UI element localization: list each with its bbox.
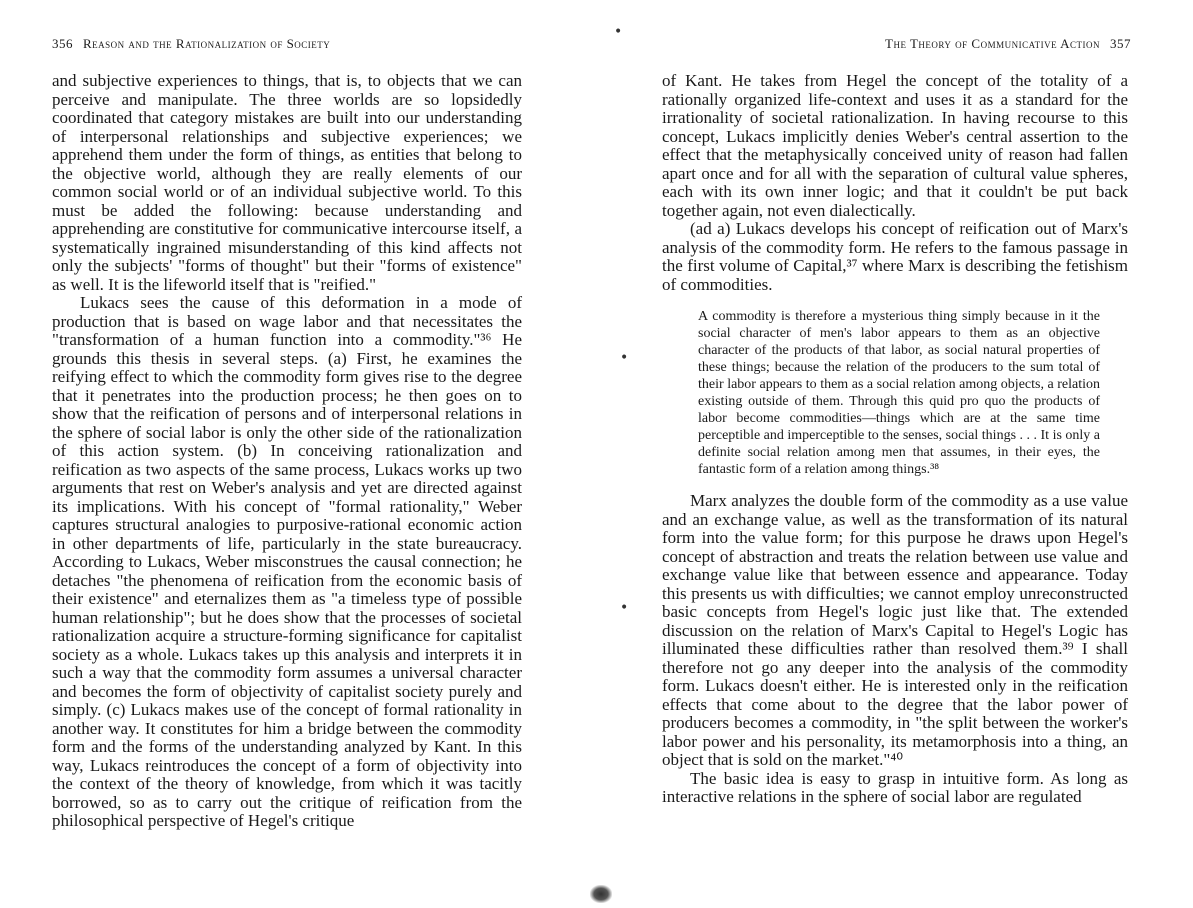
right-paragraph-4: The basic idea is easy to grasp in intuitive form. As long as interactive relations in the sphere of social labor are regulated	[662, 768, 1128, 806]
right-paragraph-1: of Kant. He takes from Hegel the concept of the totality of a rationally organized life-context and uses it as a standard for the irrationality of societal rationalization. In having recourse to this concept, Lukacs implicitly denies Weber's central assertion to the effect that the metaphysically conceived unity of reason had fallen apart once and for all with the separation of cultural value spheres, each with its own inner logic; and that it couldn't be put back together again, not even dialectically.	[662, 71, 1128, 220]
right-paragraph-3: Marx analyzes the double form of the commodity as a use value and an exchange value, as well as the transformation of its natural form into the value form; for this purpose he draws upon Hegel's concept of abstraction and treats the relation between use value and exchange value like that between essence and appearance. Today this presents us with difficulties; we cannot employ unreconstructed basic concepts from Hegel's logic just like that. The extended discussion on the relation of Marx's Capital to Hegel's Logic has illuminated these difficulties rather than resolved them.³⁹ I shall therefore not go any deeper into the analysis of the commodity form. Lukacs doesn't either. He is interested only in the reification effects that come about to the degree that the labor power of producers becomes a commodity, in "the split between the worker's labor power and his personality, its metamorphosis into a thing, an object that is sold on the market."⁴⁰	[662, 491, 1128, 769]
right-paragraph-2: (ad a) Lukacs develops his concept of reification out of Marx's analysis of the commodity form. He refers to the famous passage in the first volume of Capital,³⁷ where Marx is describing the fetishism of commodities.	[662, 219, 1128, 294]
left-page	[0, 0, 560, 908]
left-body-text	[52, 72, 522, 831]
left-page-number: 356	[52, 36, 73, 51]
gutter-speck-top: •	[614, 24, 623, 40]
left-running-header	[52, 36, 330, 52]
gutter-speck-lower: •	[620, 600, 629, 616]
right-running-head: The Theory of Communicative Action	[885, 36, 1100, 51]
left-paragraph-1: and subjective experiences to things, that is, to objects that we can perceive and manipulate. The three worlds are so lopsidedly coordinated that category mistakes are built into our understanding of interpersonal relationships and subjective experiences; we apprehend them under the form of things, as entities that belong to the objective world, although they are really elements of our common social world or of an individual subjective world. To this must be added the following: because understanding and apprehending are constitutive for communicative intercourse itself, a systematically ingrained misunderstanding of this kind affects not only the subjects' "forms of thought" but their "forms of existence" as well. It is the lifeworld itself that is "reified."	[52, 71, 522, 294]
right-page	[620, 0, 1193, 908]
gutter-speck-middle: •	[620, 350, 629, 366]
right-body-text	[662, 72, 1128, 807]
left-running-head: Reason and the Rationalization of Society	[83, 36, 331, 51]
right-running-header	[885, 36, 1131, 52]
right-page-number: 357	[1110, 36, 1131, 51]
gutter-smudge-bottom	[590, 885, 612, 903]
left-paragraph-2: Lukacs sees the cause of this deformation in a mode of production that is based on wage labor and that necessitates the "transformation of a human function into a commodity."³⁶ He grounds this thesis in several steps. (a) First, he examines the reifying effect to which the commodity form gives rise to the degree that it penetrates into the production process; he then goes on to show that the reification of persons and of interpersonal relations in the sphere of social labor is only the other side of the rationalization of this action system. (b) In conceiving rationalization and reification as two aspects of the same process, Lukacs works up two arguments that rest on Weber's analysis and yet are directed against its implications. With his concept of "formal rationality," Weber captures structural analogies to purposive-rational economic action in other departments of life, particularly in the state bureaucracy. According to Lukacs, Weber misconstrues the causal connection; he detaches "the phenomena of reification from the economic basis of their existence" and eternalizes them as "a timeless type of possible human relationship"; but he does show that the processes of societal rationalization acquire a structure-forming significance for capitalist society as a whole. Lukacs takes up this analysis and interprets it in such a way that the commodity form assumes a universal character and becomes the form of objectivity of capitalist society purely and simply. (c) Lukacs makes use of the concept of formal rationality in another way. It constitutes for him a bridge between the commodity form and the forms of the understanding analyzed by Kant. In this way, Lukacs reintroduces the concept of a form of objectivity into the context of the theory of knowledge, from which it was tacitly borrowed, so as to carry out the critique of reification from the philosophical perspective of Hegel's critique	[52, 293, 522, 830]
block-quote: A commodity is therefore a mysterious thing simply because in it the social character of men's labor appears to them as an objective character of the products of that labor, as social natural properties of these things; because the relation of the producers to the sum total of their labor appears to them as a social relation among objects, a relation existing outside of them. Through this quid pro quo the products of labor become commodities—things which are at the same time perceptible and imperceptible to the senses, social things . . . It is only a definite social relation among men that assumes, in their eyes, the fantastic form of a relation among things.³⁸	[698, 309, 1101, 477]
